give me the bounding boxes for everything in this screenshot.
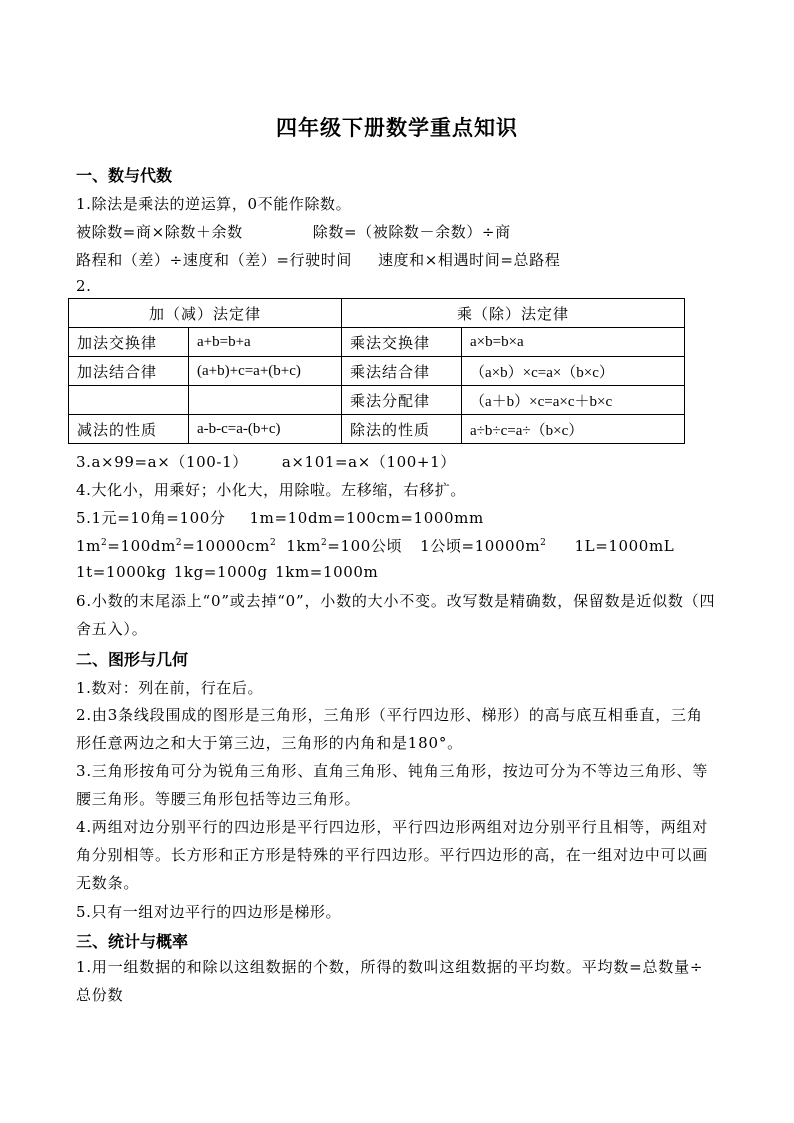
table-cell: （a＋b）×c=a×c＋b×c bbox=[462, 386, 685, 415]
unit-area: $1m^2=100dm^2=10000cm^2$ bbox=[76, 537, 277, 555]
text-line bbox=[76, 451, 456, 472]
formula-distance: 速度和×相遇时间=总路程 bbox=[377, 251, 561, 269]
text-line bbox=[76, 535, 674, 556]
table-cell: 加法交换律 bbox=[69, 328, 189, 357]
unit-area-km: $1km^2=100$公顷 bbox=[286, 537, 403, 555]
table-cell: 乘法交换律 bbox=[342, 328, 462, 357]
formula-dividend: 被除数=商×除数＋余数 bbox=[76, 223, 243, 241]
paragraph: 2.由3条线段围成的图形是三角形，三角形（平行四边形、梯形）的高与底互相垂直，三角形任意两边之和大于第三边，三角形的内角和是180°。 bbox=[76, 706, 703, 752]
text-line bbox=[76, 507, 484, 528]
text-line: 4.大化小，用乘好；小化大，用除啦。左移缩，右移扩。 bbox=[76, 481, 466, 499]
section-heading-geometry: 二、图形与几何 bbox=[76, 650, 189, 669]
table-header-add-sub: 加（减）法定律 bbox=[69, 299, 342, 328]
text-line: 5.只有一组对边平行的四边形是梯形。 bbox=[76, 903, 342, 921]
unit-money: 5.1元=10角=100分 bbox=[76, 509, 226, 527]
operation-laws-table bbox=[68, 298, 685, 444]
text-line: 2. bbox=[76, 277, 92, 295]
text-line: 1.除法是乘法的逆运算，0不能作除数。 bbox=[76, 195, 352, 213]
table-cell: 乘法结合律 bbox=[342, 357, 462, 386]
table-cell: 加法结合律 bbox=[69, 357, 189, 386]
table-cell: a+b=b+a bbox=[189, 328, 342, 357]
table-cell bbox=[69, 386, 189, 415]
formula-times-99: 3.a×99=a×（100-1） bbox=[76, 453, 248, 471]
table-row bbox=[69, 386, 685, 415]
text-line: 1t=1000kg 1kg=1000g 1km=1000m bbox=[76, 563, 379, 581]
paragraph: 4.两组对边分别平行的四边形是平行四边形，平行四边形两组对边分别平行且相等，两组对角分别相等。长方形和正方形是特殊的平行四边形。平行四边形的高，在一组对边中可以画无数条。 bbox=[76, 818, 709, 892]
paragraph: 6.小数的末尾添上“0”或去掉“0”，小数的大小不变。改写数是精确数，保留数是近似数（四舍五入）。 bbox=[76, 592, 716, 638]
text-line bbox=[76, 221, 511, 242]
unit-hectare: 1公顷$=10000m^2$ bbox=[420, 537, 547, 555]
table-cell: (a+b)+c=a+(b+c) bbox=[189, 357, 342, 386]
table-header-row bbox=[69, 299, 685, 328]
section-heading-algebra: 一、数与代数 bbox=[76, 166, 173, 185]
table-cell: 除法的性质 bbox=[342, 415, 462, 444]
table-cell bbox=[189, 386, 342, 415]
unit-volume: 1L=1000mL bbox=[574, 537, 675, 555]
table-header-mul-div: 乘（除）法定律 bbox=[342, 299, 685, 328]
formula-time: 路程和（差）÷速度和（差）=行驶时间 bbox=[76, 251, 352, 269]
table-cell: 乘法分配律 bbox=[342, 386, 462, 415]
table-cell: a÷b÷c=a÷（b×c） bbox=[462, 415, 685, 444]
table-cell: a-b-c=a-(b+c) bbox=[189, 415, 342, 444]
table-row bbox=[69, 357, 685, 386]
formula-times-101: a×101=a×（100+1） bbox=[281, 453, 456, 471]
paragraph: 3.三角形按角可分为锐角三角形、直角三角形、钝角三角形，按边可分为不等边三角形、等腰三角形。等腰三角形包括等边三角形。 bbox=[76, 762, 709, 808]
unit-length: 1m=10dm=100cm=1000mm bbox=[249, 509, 484, 527]
page-title: 四年级下册数学重点知识 bbox=[276, 116, 518, 140]
table-cell: 减法的性质 bbox=[69, 415, 189, 444]
table-row bbox=[69, 415, 685, 444]
table-cell: a×b=b×a bbox=[462, 328, 685, 357]
text-line bbox=[76, 249, 560, 270]
table-row bbox=[69, 328, 685, 357]
text-line: 1.数对：列在前，行在后。 bbox=[76, 679, 264, 697]
formula-divisor: 除数=（被除数－余数）÷商 bbox=[312, 223, 511, 241]
paragraph: 1.用一组数据的和除以这组数据的个数，所得的数叫这组数据的平均数。平均数=总数量÷总份数 bbox=[76, 958, 704, 1004]
table-cell: （a×b）×c=a×（b×c） bbox=[462, 357, 685, 386]
section-heading-statistics: 三、统计与概率 bbox=[76, 932, 189, 951]
